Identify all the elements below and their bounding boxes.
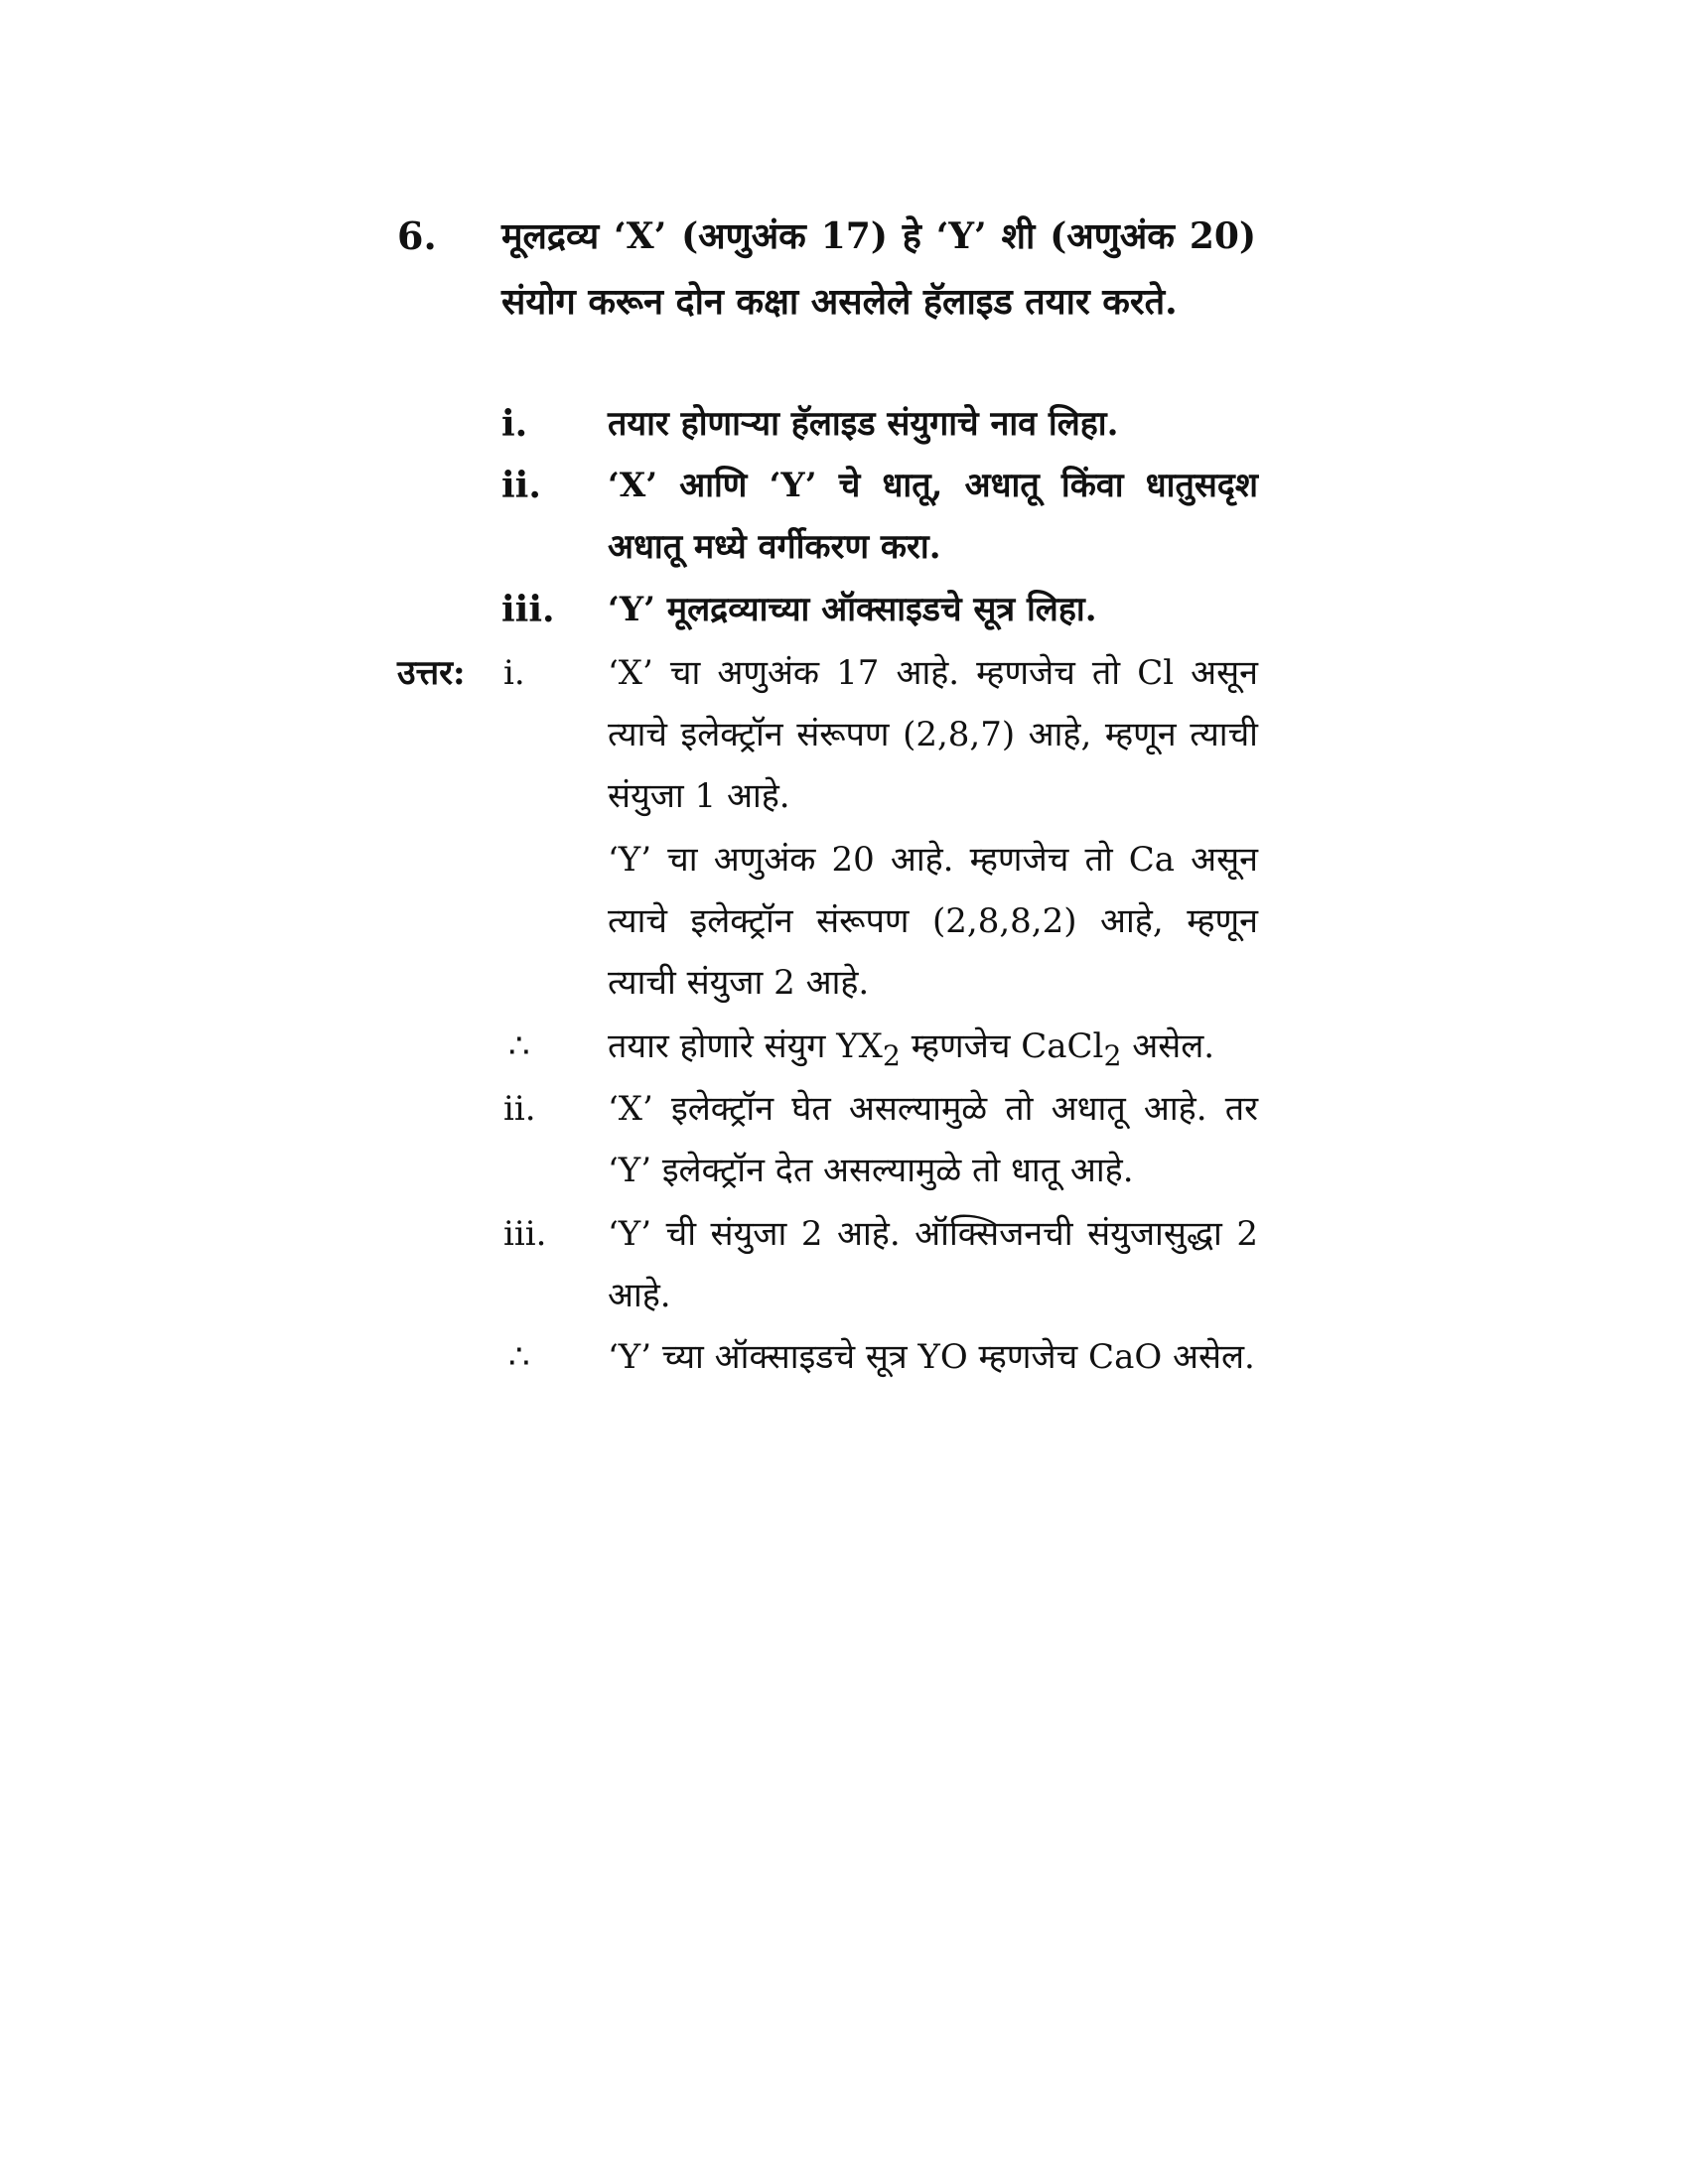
subscript-2: 2	[1103, 1038, 1122, 1072]
subscript-1: 2	[882, 1038, 901, 1072]
question-part-label-1: i.	[501, 403, 528, 445]
question-part-text-1: तयार होणाऱ्या हॅलाइड संयुगाचे नाव लिहा.	[608, 404, 1119, 444]
therefore-symbol-1: ∴	[508, 1026, 530, 1066]
answer-part-label-2: ii.	[503, 1089, 536, 1129]
question-part-text-2: ‘X’ आणि ‘Y’ चे धातू, अधातू किंवा धातुसदृश अधातू मध्ये वर्गीकरण करा.	[608, 466, 1258, 567]
answer-label: उत्तर:	[397, 653, 466, 693]
answer-i-conclusion	[608, 1016, 1258, 1087]
answer-i-x-text: ‘X’ चा अणुअंक 17 आहे. म्हणजेच तो Cl असून त्याचे इलेक्ट्रॉन संरूपण (2,8,7) आहे, म्हणून त्याची संयुजा 1 आहे.	[608, 653, 1258, 816]
answer-iii-conclusion: ‘Y’ च्या ऑक्साइडचे सूत्र YO म्हणजेच CaO असेल.	[608, 1337, 1255, 1377]
answer-part-label-1: i.	[503, 653, 525, 693]
conclusion-text-pre: तयार होणारे संयुग YX	[608, 1026, 883, 1066]
conclusion-text-mid: म्हणजेच CaCl	[900, 1026, 1104, 1066]
therefore-symbol-2: ∴	[508, 1337, 530, 1377]
answer-ii-text: ‘X’ इलेक्ट्रॉन घेत असल्यामुळे तो अधातू आहे. तर ‘Y’ इलेक्ट्रॉन देत असल्यामुळे तो धातू आहे.	[608, 1089, 1258, 1190]
question-number: 6.	[397, 213, 437, 258]
conclusion-text-post: असेल.	[1121, 1026, 1215, 1066]
answer-i-y-text: ‘Y’ चा अणुअंक 20 आहे. म्हणजेच तो Ca असून त्याचे इलेक्ट्रॉन संरूपण (2,8,8,2) आहे, म्हणून त्याची संयुजा 2 आहे.	[608, 840, 1258, 1003]
question-part-label-3: iii.	[501, 589, 555, 630]
question-part-text-3: ‘Y’ मूलद्रव्याच्या ऑक्साइडचे सूत्र लिहा.	[608, 590, 1097, 629]
question-part-label-2: ii.	[501, 465, 541, 506]
question-text: मूलद्रव्य ‘X’ (अणुअंक 17) हे ‘Y’ शी (अणुअंक 20) संयोग करून दोन कक्षा असलेले हॅलाइड तयार करते.	[501, 215, 1256, 323]
answer-iii-text: ‘Y’ ची संयुजा 2 आहे. ऑक्सिजनची संयुजासुद्धा 2 आहे.	[608, 1214, 1258, 1315]
answer-part-label-3: iii.	[503, 1214, 547, 1254]
